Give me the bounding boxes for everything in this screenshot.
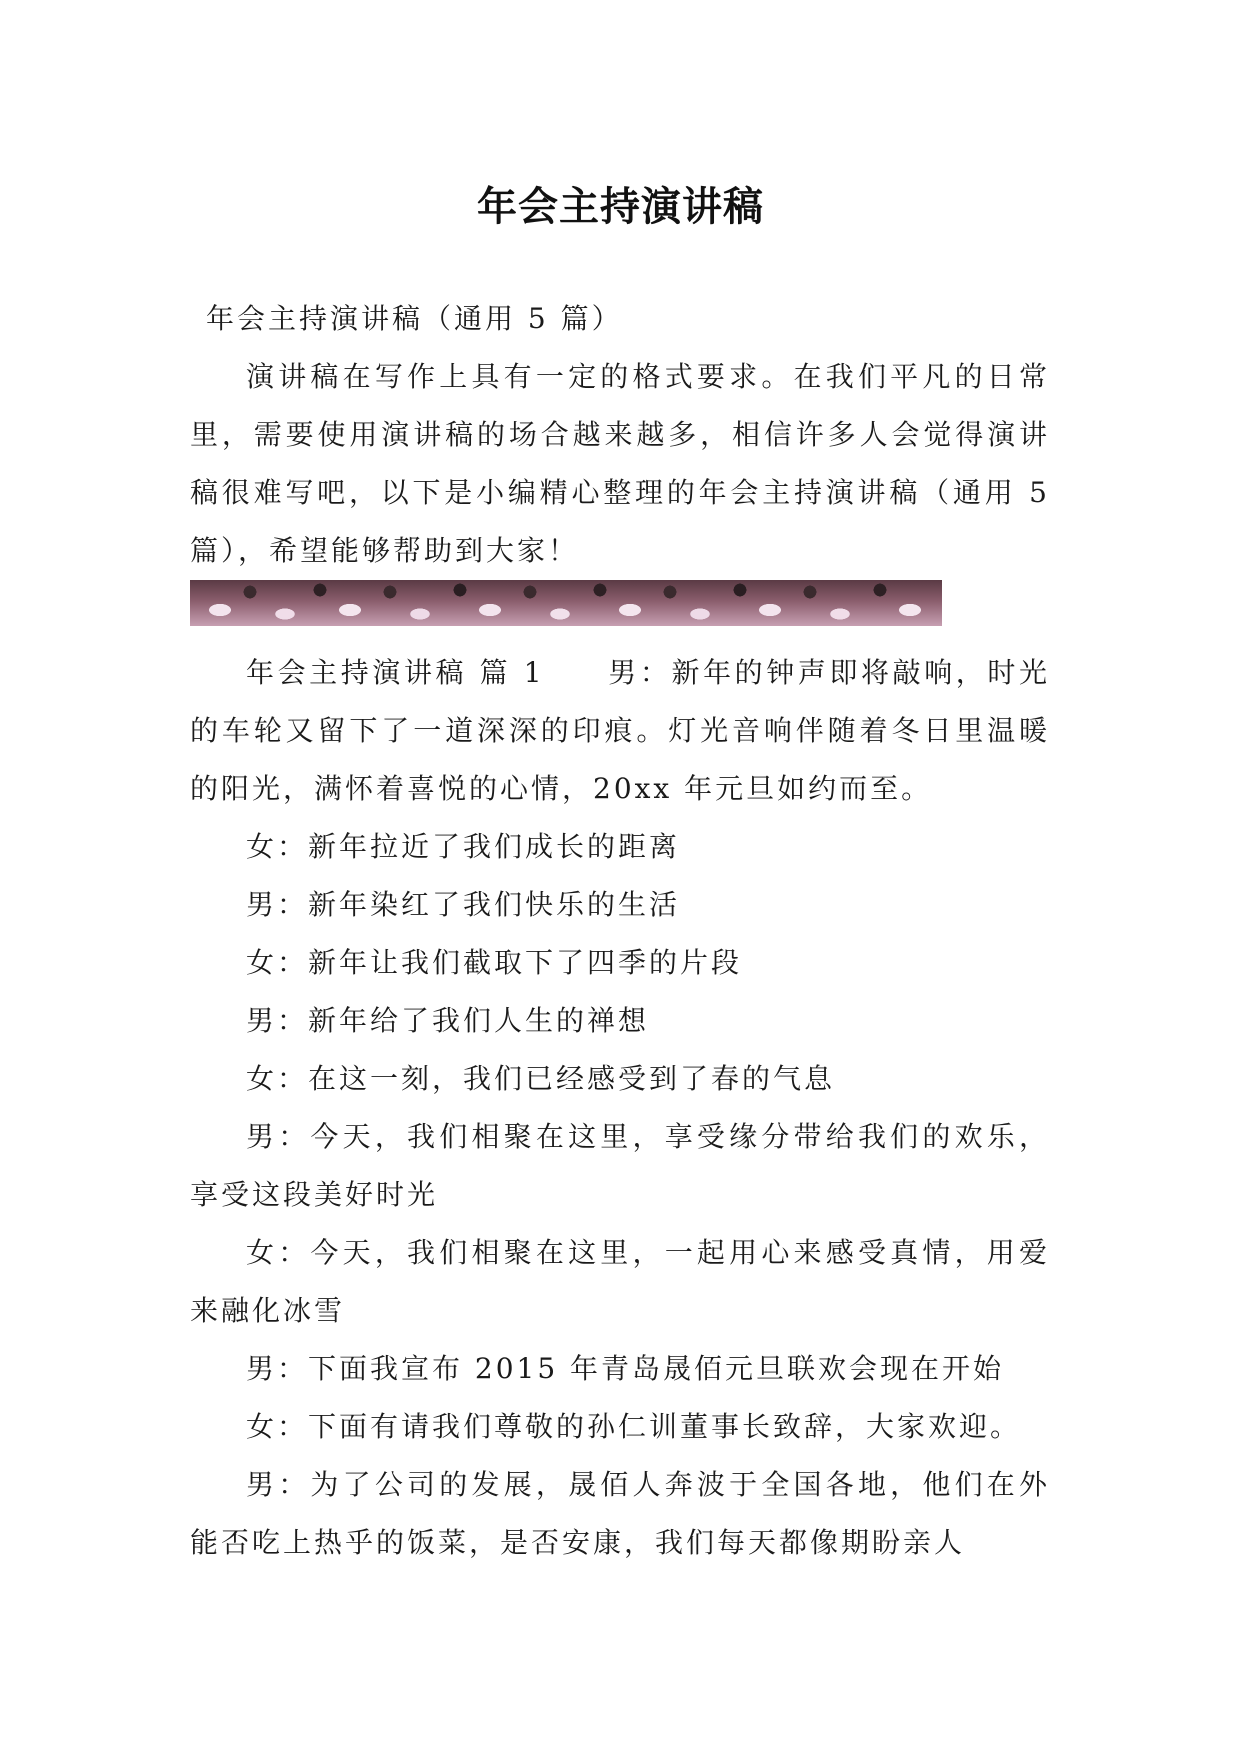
speech-paragraph: 女：今天，我们相聚在这里，一起用心来感受真情，用爱来融化冰雪 xyxy=(190,1236,1050,1327)
document-subtitle: 年会主持演讲稿（通用 5 篇） xyxy=(206,302,623,335)
speech-line: 女：在这一刻，我们已经感受到了春的气息 xyxy=(246,1062,836,1095)
banner-image xyxy=(190,580,942,626)
speech-line: 男：下面我宣布 2015 年青岛晟佰元旦联欢会现在开始 xyxy=(246,1352,1005,1385)
speech-line: 男：新年染红了我们快乐的生活 xyxy=(246,888,681,921)
intro-paragraph: 演讲稿在写作上具有一定的格式要求。在我们平凡的日常里，需要使用演讲稿的场合越来越多，相信许多人会觉得演讲稿很难写吧，以下是小编精心整理的年会主持演讲稿（通用 5 篇），希望能够帮助到大家！ xyxy=(190,360,1050,567)
speech-paragraph: 男：今天，我们相聚在这里，享受缘分带给我们的欢乐，享受这段美好时光 xyxy=(190,1120,1050,1211)
speech-line: 女：新年让我们截取下了四季的片段 xyxy=(246,946,743,979)
speech-line: 女：新年拉近了我们成长的距离 xyxy=(246,830,681,863)
speech-line: 男：新年给了我们人生的禅想 xyxy=(246,1004,650,1037)
speech-paragraph: 年会主持演讲稿 篇 1 男：新年的钟声即将敲响，时光的车轮又留下了一道深深的印痕。灯光音响伴随着冬日里温暖的阳光，满怀着喜悦的心情，20xx 年元旦如约而至。 xyxy=(190,656,1050,805)
page-title: 年会主持演讲稿 xyxy=(477,183,764,230)
speech-paragraph: 男：为了公司的发展，晟佰人奔波于全国各地，他们在外能否吃上热乎的饭菜，是否安康，我们每天都像期盼亲人 xyxy=(190,1468,1050,1559)
document-body xyxy=(190,290,1050,1572)
speech-line: 女：下面有请我们尊敬的孙仁训董事长致辞，大家欢迎。 xyxy=(246,1410,1022,1443)
